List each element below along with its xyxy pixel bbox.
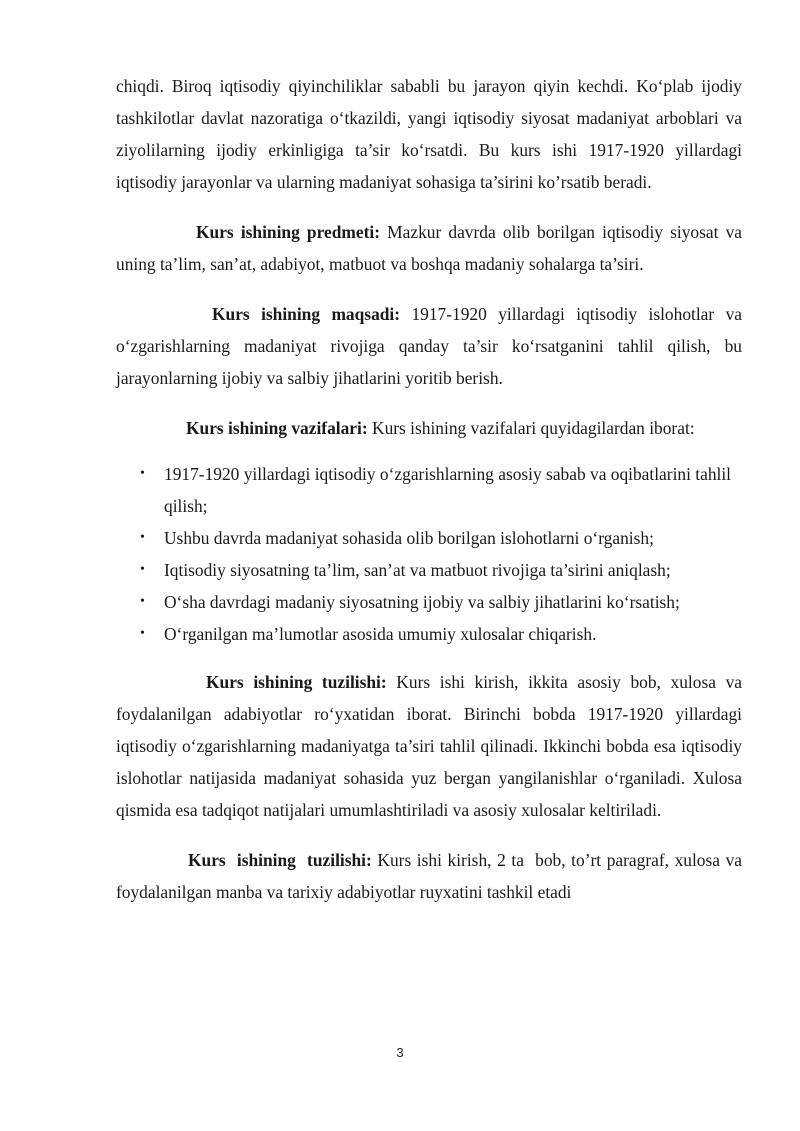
page-number: 3 xyxy=(396,1045,404,1060)
bullet-icon: • xyxy=(140,530,145,545)
list-item-text: 1917-1920 yillardagi iqtisodiy o‘zgarishlarning asosiy sabab va oqibatlarini tahlil qilish; xyxy=(164,464,732,516)
predmeti-label: Kurs ishining predmeti: xyxy=(196,222,381,242)
tuzilishi-second-label: Kurs ishining tuzilishi: xyxy=(188,850,372,870)
bullet-icon: • xyxy=(140,466,145,481)
bullet-icon: • xyxy=(140,626,145,641)
vazifalari-paragraph xyxy=(116,412,742,444)
tuzilishi-text: Kurs ishi kirish, ikkita asosiy bob, xulosa va foydalanilgan adabiyotlar ro‘yxatidan iborat. Birinchi bobda 1917-1920 yillardagi iqtisodiy o‘zgarishlarning madaniyatga ta’siri tahlil qilinadi. Ikkinchi bobda esa iqtisodiy islohotlar natijasida madaniyat sohasida yuz bergan yangilanishlar o‘rganiladi. Xulosa qismida esa tadqiqot natijalari umumlashtiriladi va asosiy xulosalar keltiriladi. xyxy=(116,672,742,820)
tuzilishi-second-text: Kurs ishi kirish, 2 ta bob, to’rt paragraf, xulosa va foydalanilgan manba va tarixiy adabiyotlar ruyxatini tashkil etadi xyxy=(116,850,747,902)
list-item xyxy=(140,586,742,618)
bullet-icon: • xyxy=(140,594,145,609)
maqsadi-text: 1917-1920 yillardagi iqtisodiy islohotlar va o‘zgarishlarning madaniyat rivojiga qanday ta’sir ko‘rsatganini tahlil qilish, bu jarayonlarning ijobiy va salbiy jihatlarini yoritib berish. xyxy=(116,304,742,388)
list-item xyxy=(140,554,742,586)
vazifalari-label: Kurs ishining vazifalari: xyxy=(186,418,368,438)
document-page xyxy=(116,70,747,926)
list-item-text: O‘sha davrdagi madaniy siyosatning ijobiy va salbiy jihatlarini ko‘rsatish; xyxy=(164,592,680,612)
vazifalari-text: Kurs ishining vazifalari quyidagilardan iborat: xyxy=(367,418,695,438)
predmeti-text: Mazkur davrda olib borilgan iqtisodiy siyosat va uning ta’lim, san’at, adabiyot, matbuot va boshqa madaniy sohalarga ta’siri. xyxy=(116,222,742,274)
list-item xyxy=(140,458,742,522)
tasks-list xyxy=(116,458,742,650)
list-item-text: Iqtisodiy siyosatning ta’lim, san’at va matbuot rivojiga ta’sirini aniqlash; xyxy=(164,560,671,580)
maqsadi-label: Kurs ishining maqsadi: xyxy=(212,304,401,324)
tuzilishi-second-paragraph xyxy=(116,844,747,908)
tuzilishi-paragraph xyxy=(116,666,742,826)
list-item xyxy=(140,522,742,554)
maqsadi-paragraph xyxy=(116,298,742,394)
predmeti-paragraph xyxy=(116,216,742,280)
intro-paragraph: chiqdi. Biroq iqtisodiy qiyinchiliklar sababli bu jarayon qiyin kechdi. Ko‘plab ijodiy tashkilotlar davlat nazoratiga o‘tkazildi, yangi iqtisodiy siyosat madaniyat arboblari va ziyolilarning ijodiy erkinligiga ta’sir ko‘rsatdi. Bu kurs ishi 1917-1920 yillardagi iqtisodiy jarayonlar va ularning madaniyat sohasiga ta’sirini ko’rsatib beradi. xyxy=(116,76,742,192)
list-item-text: Ushbu davrda madaniyat sohasida olib borilgan islohotlarni o‘rganish; xyxy=(164,528,654,548)
list-item-text: O‘rganilgan ma’lumotlar asosida umumiy xulosalar chiqarish. xyxy=(164,624,597,644)
bullet-icon: • xyxy=(140,562,145,577)
list-item xyxy=(140,618,742,650)
tuzilishi-label: Kurs ishining tuzilishi: xyxy=(206,672,387,692)
